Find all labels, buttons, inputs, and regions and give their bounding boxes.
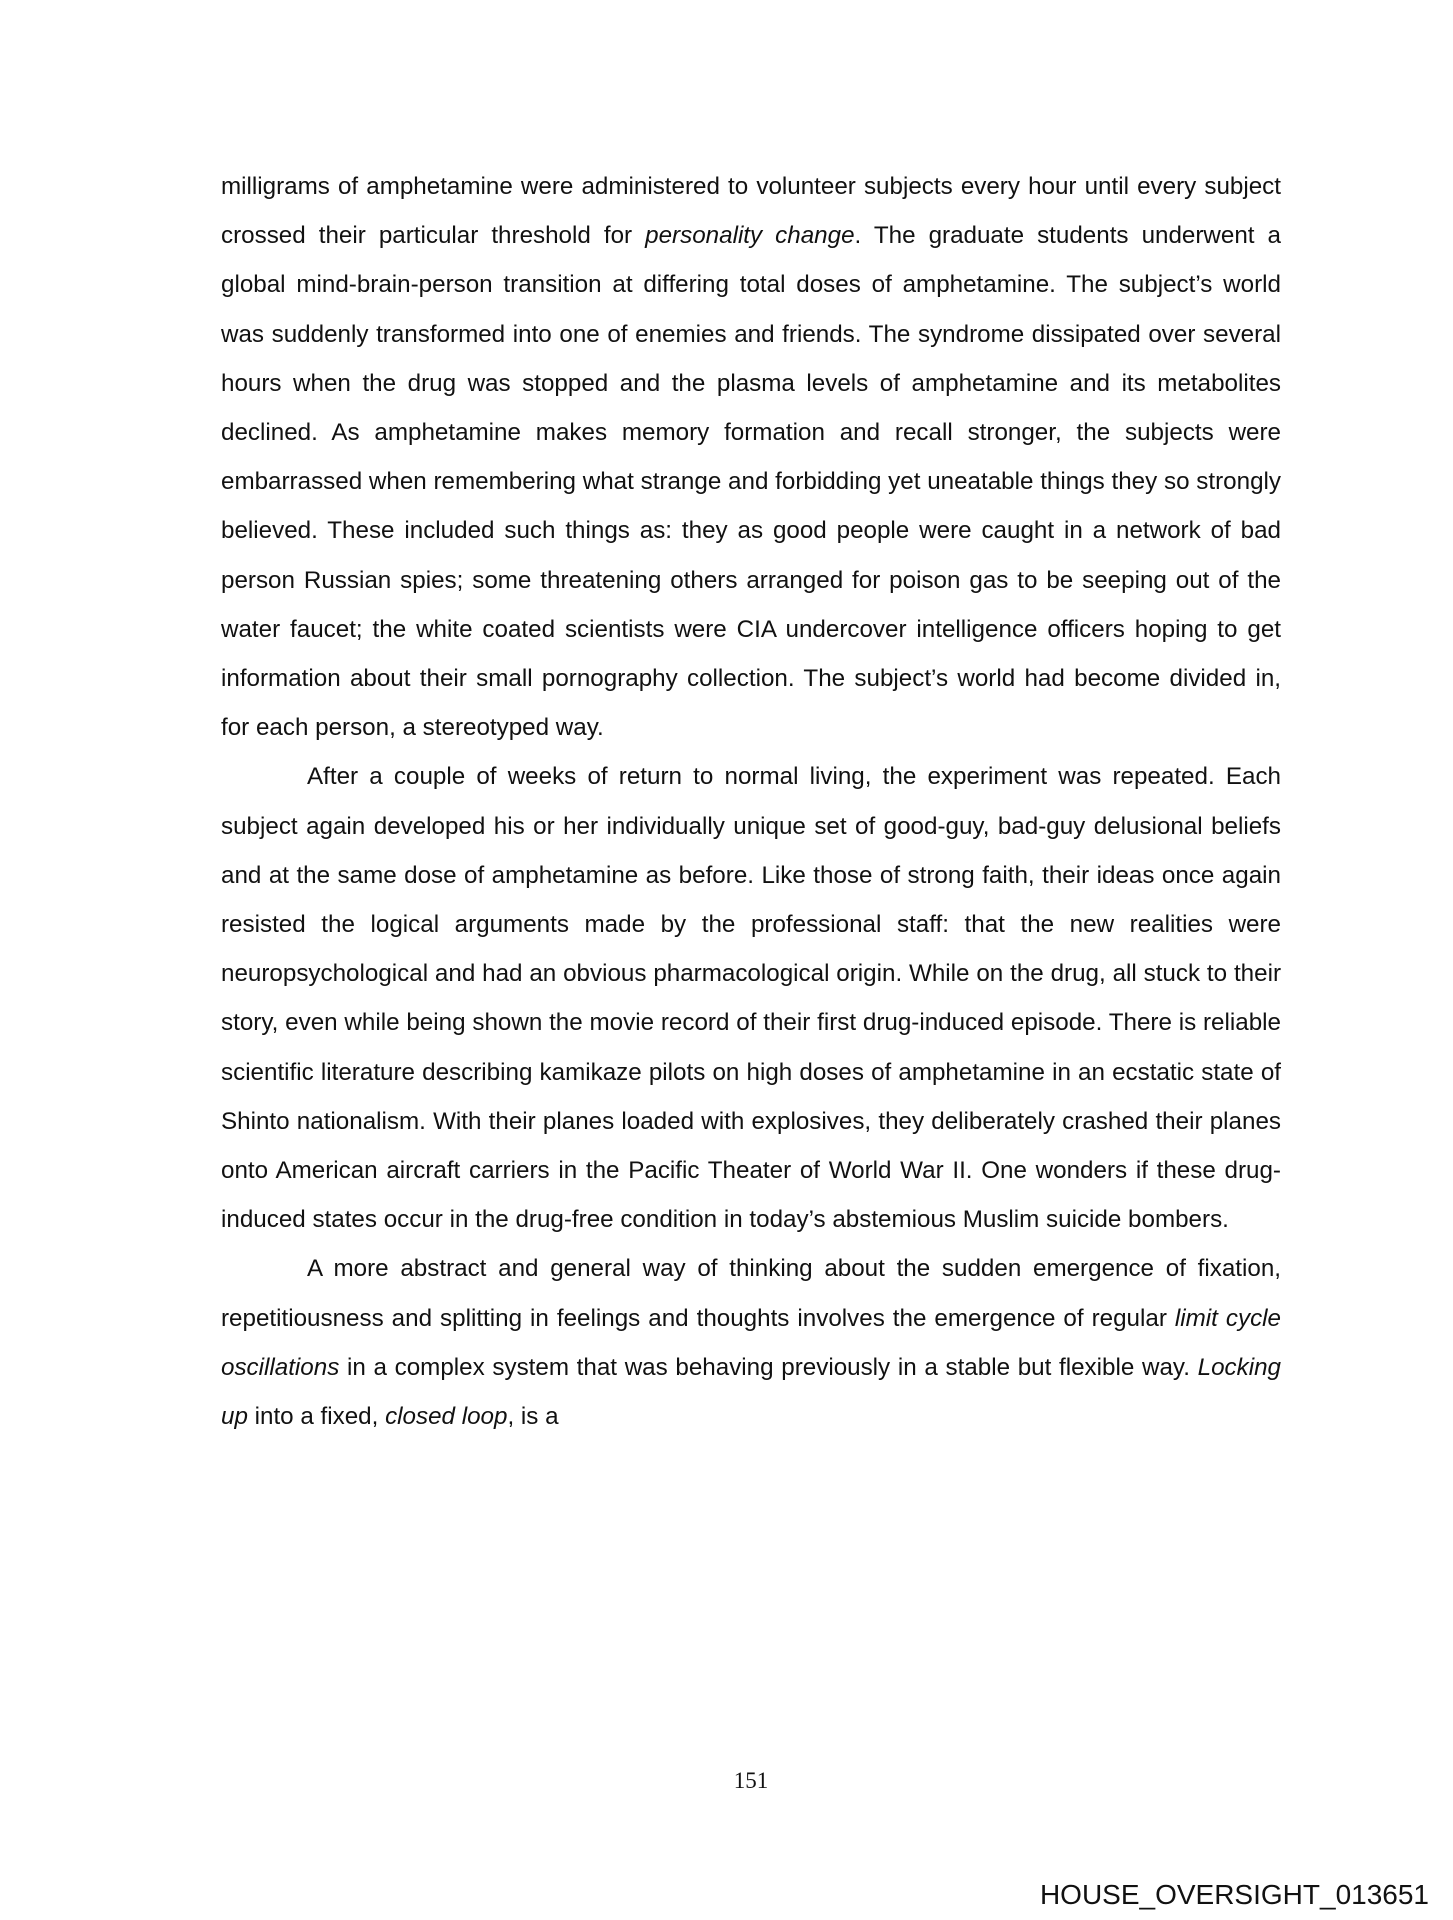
emphasis-locking-up: Locking up (221, 1353, 1281, 1431)
paragraph-1-text-2: . The graduate students underwent a global mind-brain-person transition at differing total doses of amphetamine. The subject’s world was suddenly transformed into one of enemies and friends. The syndrome dissipated over several hours when the drug was stopped and the plasma levels of amphetamine and its metabolites declined. As amphetamine makes memory formation and recall stronger, the subjects were embarrassed when remembering what strange and forbidding yet uneatable things they so strongly believed. These included such things as: they as good people were caught in a network of bad person Russian spies; some threatening others arranged for poison gas to be seeping out of the water faucet; the white coated scientists were CIA undercover intelligence officers hoping to get information about their small pornography collection. The subject’s world had become divided in, for each person, a stereotyped way. (221, 222, 1282, 742)
emphasis-closed-loop: closed loop (385, 1403, 508, 1431)
emphasis-personality-change: personality change (645, 222, 855, 250)
paragraph-2-text: After a couple of weeks of return to normal living, the experiment was repeated. Each subject again developed his or her individually unique set of good-guy, bad-guy delusional beliefs and at the same dose of amphetamine as before. Like those of strong faith, their ideas once again resisted the logical arguments made by the professional staff: that the new realities were neuropsychological and had an obvious pharmacological origin. While on the drug, all stuck to their story, even while being shown the movie record of their first drug-induced episode. There is reliable scientific literature describing kamikaze pilots on high doses of amphetamine in an ecstatic state of Shinto nationalism. With their planes loaded with explosives, they deliberately crashed their planes onto American aircraft carriers in the Pacific Theater of World War II. One wonders if these drug-induced states occur in the drug-free condition in today’s abstemious Muslim suicide bombers. (221, 763, 1281, 1234)
paragraph-1 (221, 162, 1281, 752)
paragraph-3-text-3: into a fixed, (247, 1403, 386, 1431)
paragraph-3-text-1: A more abstract and general way of thinking about the sudden emergence of fixation, repetitiousness and splitting in feelings and thoughts involves the emergence of regular (221, 1255, 1281, 1332)
paragraph-1-text-1: milligrams of amphetamine were administered to volunteer subjects every hour until every subject crossed their particular threshold for (221, 173, 1281, 250)
paragraph-3-text-2: in a complex system that was behaving previously in a stable but flexible way. (339, 1353, 1198, 1381)
paragraph-3 (221, 1244, 1281, 1441)
bates-stamp: HOUSE_OVERSIGHT_013651 (1039, 1879, 1429, 1910)
body-text (221, 162, 1281, 1441)
page-number: 151 (733, 1768, 769, 1793)
paragraph-3-text-4: , is a (507, 1403, 559, 1431)
paragraph-2 (221, 752, 1281, 1244)
emphasis-limit-cycle-oscillations: limit cycle oscillations (221, 1304, 1281, 1381)
